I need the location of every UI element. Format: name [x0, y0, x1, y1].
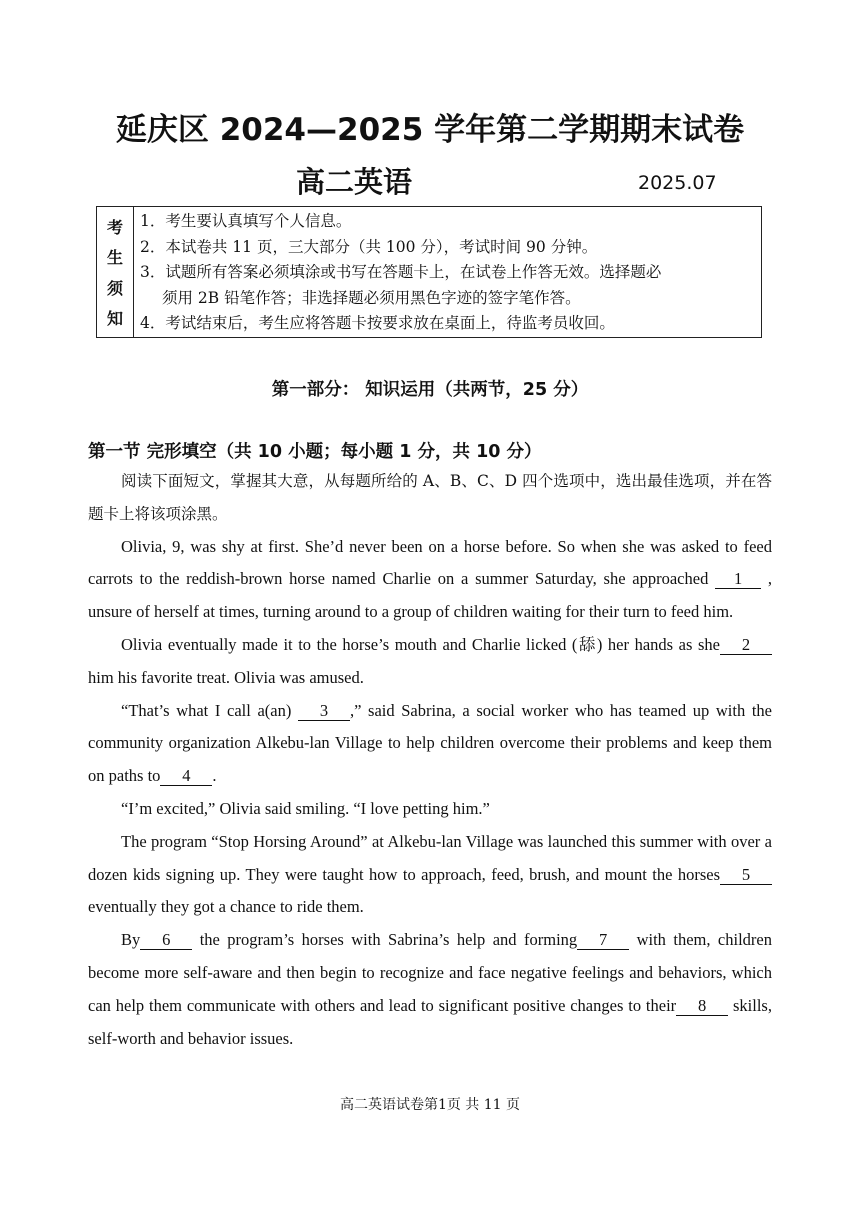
- notice-label-char: 知: [106, 309, 123, 329]
- notice-item: 4．考试结束后，考生应将答题卡按要求放在桌面上，待监考员收回。: [140, 314, 615, 332]
- exam-date: 2025.07: [638, 172, 717, 194]
- notice-items: [134, 207, 761, 337]
- passage-body: [88, 465, 772, 1055]
- answer-blank: 5: [720, 866, 772, 885]
- answer-blank: 1: [715, 570, 761, 589]
- page-footer: 高二英语试卷第1页 共 11 页: [339, 1097, 521, 1113]
- section-instruction: 阅读下面短文，掌握其大意，从每题所给的 A、B、C、D 四个选项中，选出最佳选项，并在答题卡上将该项涂黑。: [88, 472, 772, 523]
- answer-blank: 4: [160, 767, 212, 786]
- part-heading: 第一部分： 知识运用（共两节，25 分）: [271, 380, 589, 400]
- notice-label-char: 考: [106, 217, 123, 237]
- candidate-notice-box: [96, 206, 762, 338]
- notice-label-char: 生: [106, 248, 123, 268]
- notice-item-continuation: 须用 2B 铅笔作答；非选择题必须用黑色字迹的签字笔作答。: [162, 288, 581, 307]
- notice-label: [97, 207, 134, 337]
- passage-paragraph: “I’m excited,” Olivia said smiling. “I love petting him.”: [121, 798, 490, 818]
- passage-paragraph: The program “Stop Horsing Around” at Alkebu-lan Village was launched this summer with over a dozen kids signing up. They were taught how to approach, feed, brush, and mount the horses 5 eventually they got a chance to ride them.: [88, 831, 772, 917]
- answer-blank: 8: [676, 997, 728, 1016]
- answer-blank: 2: [720, 636, 772, 655]
- section-heading: 第一节 完形填空（共 10 小题；每小题 1 分，共 10 分）: [88, 442, 542, 462]
- answer-blank: 3: [298, 702, 350, 721]
- notice-item: 1．考生要认真填写个人信息。: [140, 212, 352, 230]
- exam-title: 延庆区 2024—2025 学年第二学期期末试卷: [115, 112, 745, 148]
- exam-subject: 高二英语: [296, 165, 413, 199]
- passage-paragraph: “That’s what I call a(an) 3 ,” said Sabrina, a social worker who has teamed up with the community organization Alkebu-lan Village to help children overcome their problems and keep them on paths to 4 .: [88, 700, 772, 786]
- answer-blank: 7: [577, 931, 629, 950]
- passage-paragraph: By 6 the program’s horses with Sabrina’s help and forming 7 with them, children become more self-aware and then begin to recognize and face negative feelings and behaviors, which can help them communicate with others and lead to significant positive changes to their 8 skills, self-worth and behavior issues.: [88, 930, 772, 1048]
- passage-paragraph: Olivia, 9, was shy at first. She’d never been on a horse before. So when she was asked to feed carrots to the reddish-brown horse named Charlie on a summer Saturday, she approached 1 , unsure of herself at times, turning around to a group of children waiting for their turn to feed him.: [88, 536, 773, 622]
- notice-label-char: 须: [106, 278, 123, 298]
- notice-item: 3．试题所有答案必须填涂或书写在答题卡上，在试卷上作答无效。选择题必: [140, 263, 662, 281]
- answer-blank: 6: [140, 931, 192, 950]
- passage-paragraph: Olivia eventually made it to the horse’s mouth and Charlie licked (舔) her hands as she 2 him his favorite treat. Olivia was amused.: [88, 629, 772, 695]
- notice-item: 2．本试卷共 11 页，三大部分（共 100 分），考试时间 90 分钟。: [140, 237, 598, 256]
